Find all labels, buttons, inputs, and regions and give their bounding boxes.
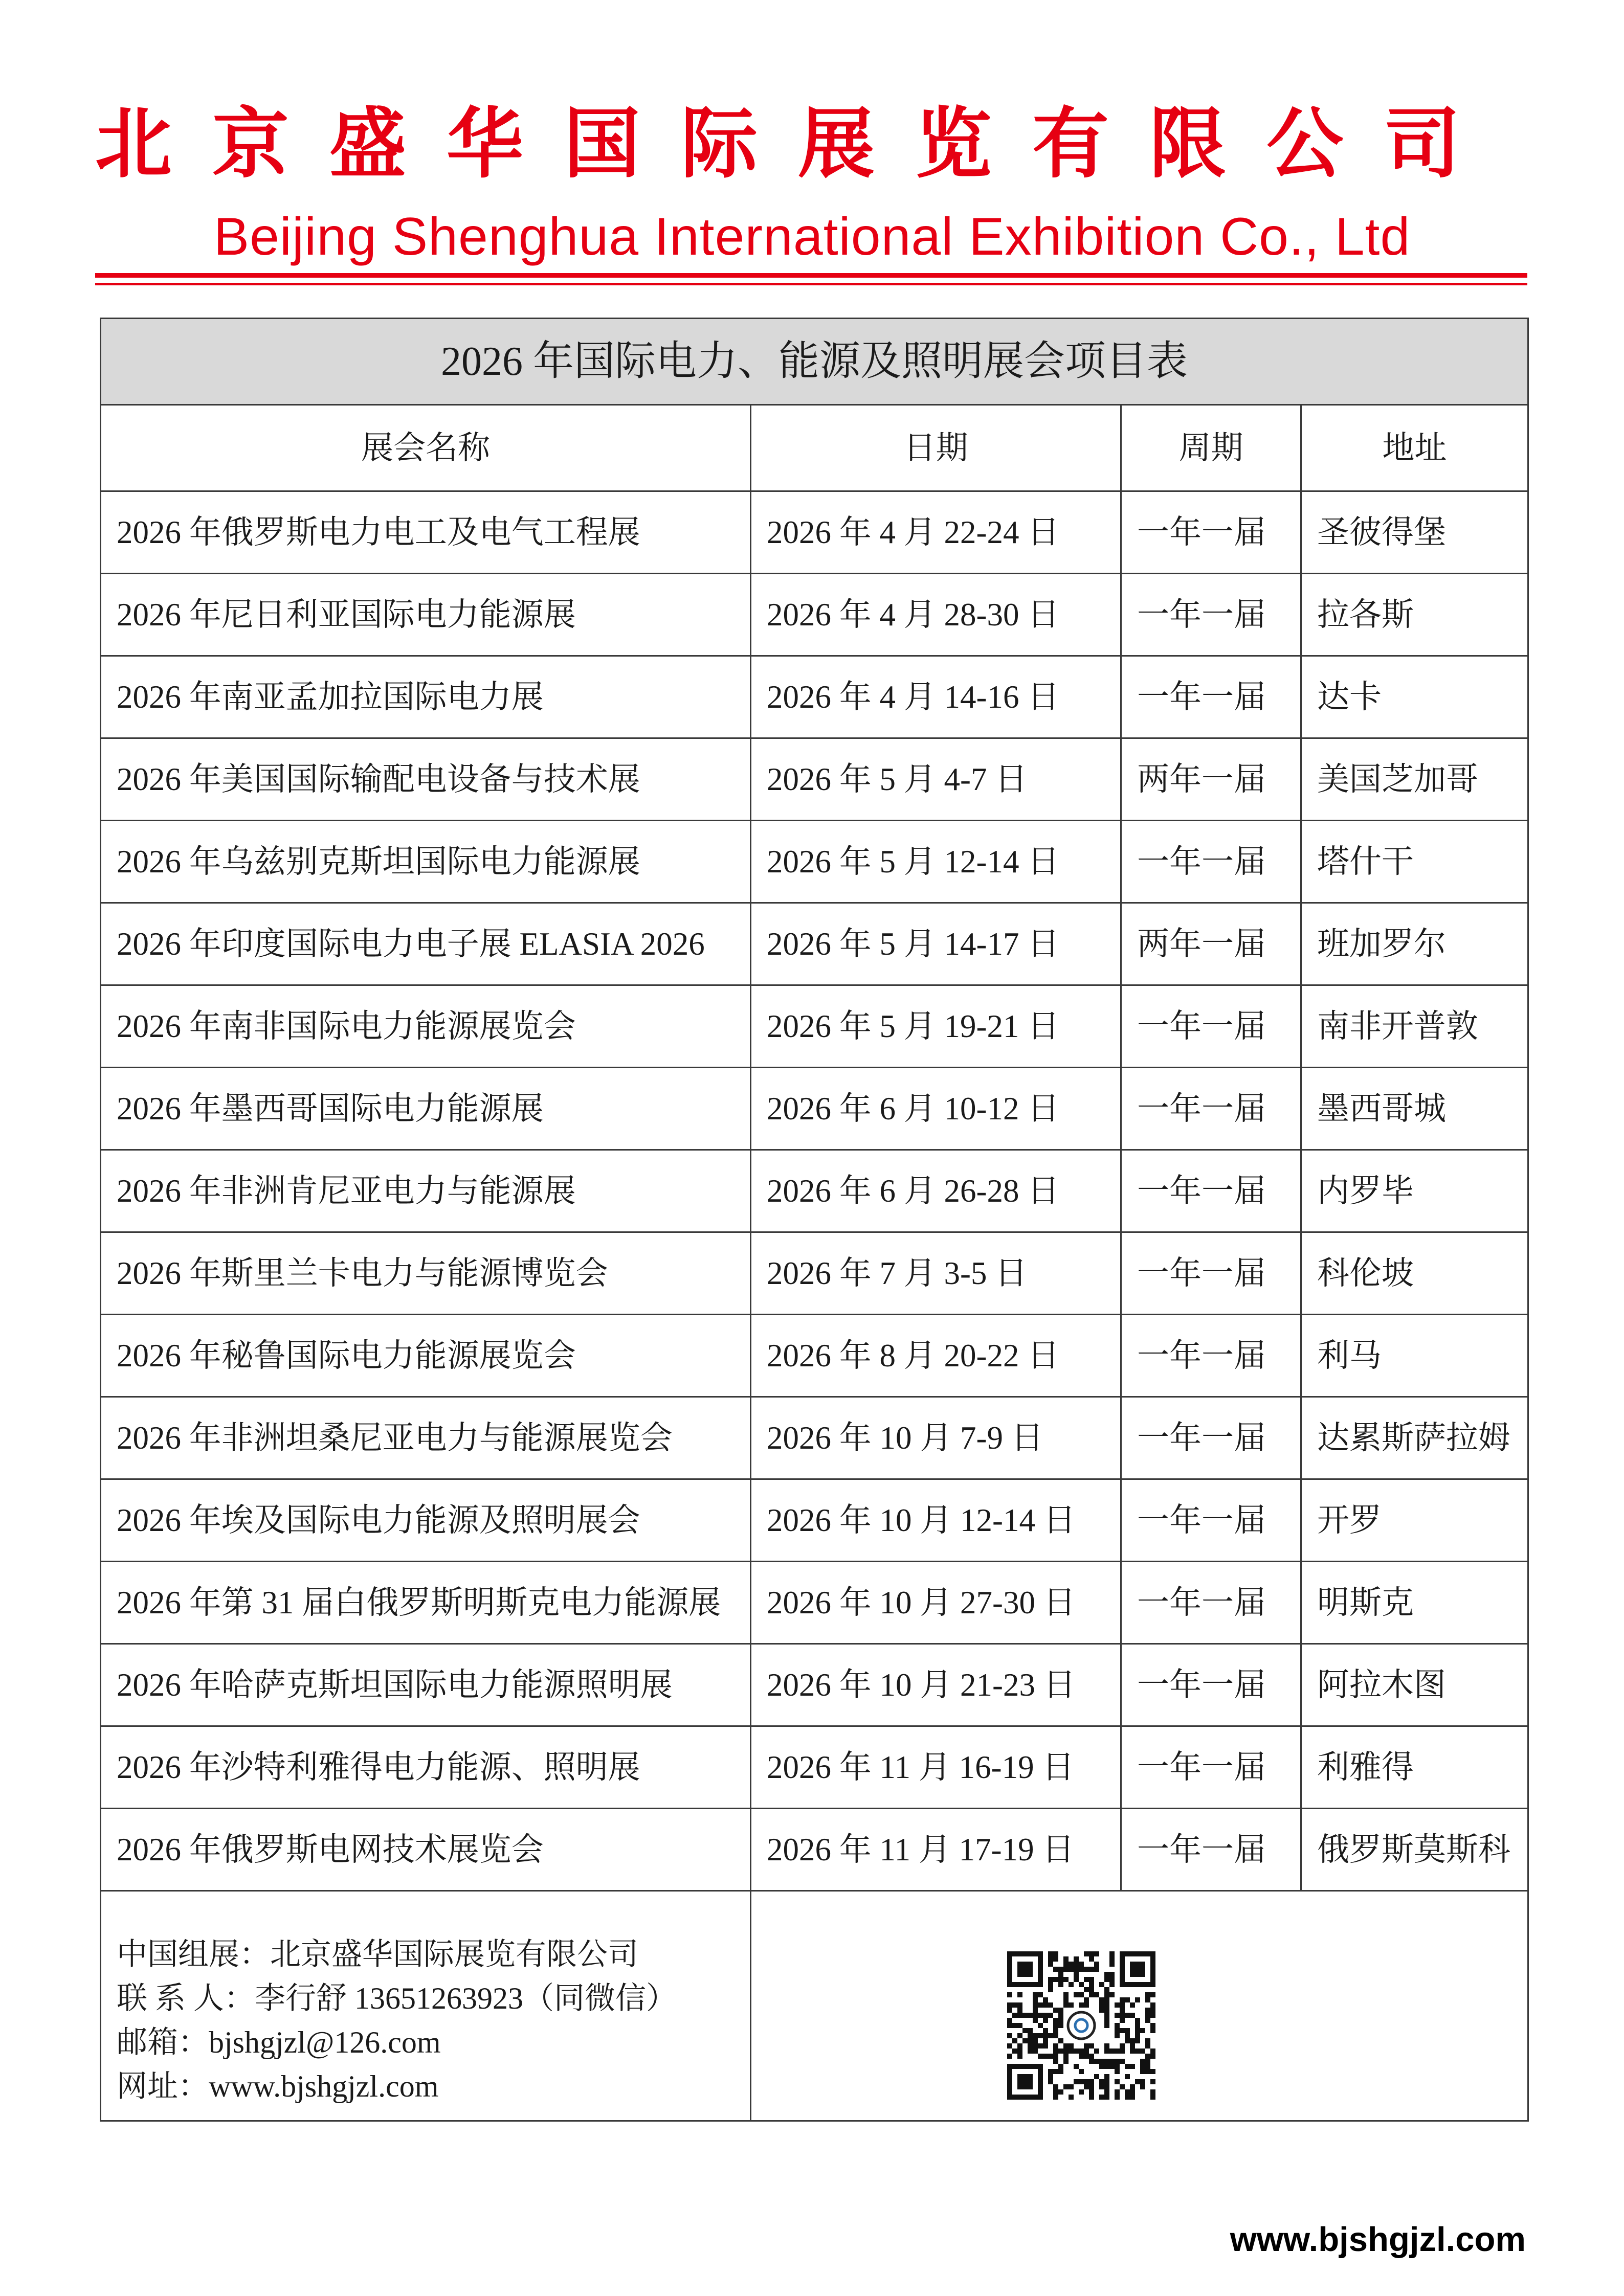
date-cell: 2026 年 4 月 14-16 日 xyxy=(751,656,1121,738)
column-header-location: 地址 xyxy=(1301,405,1528,491)
column-header-name: 展会名称 xyxy=(101,405,751,491)
table-row xyxy=(101,491,1528,574)
table-row xyxy=(101,1726,1528,1809)
cycle-cell: 一年一届 xyxy=(1121,1397,1301,1479)
exhibition-name-cell: 2026 年俄罗斯电网技术展览会 xyxy=(101,1809,751,1891)
table-row xyxy=(101,738,1528,821)
location-cell: 俄罗斯莫斯科 xyxy=(1301,1809,1528,1891)
column-header-cycle: 周期 xyxy=(1121,405,1301,491)
cycle-cell: 一年一届 xyxy=(1121,656,1301,738)
cycle-cell: 一年一届 xyxy=(1121,1232,1301,1315)
location-cell: 美国芝加哥 xyxy=(1301,738,1528,821)
cycle-cell: 一年一届 xyxy=(1121,1315,1301,1397)
table-title: 2026 年国际电力、能源及照明展会项目表 xyxy=(101,319,1528,405)
exhibition-name-cell: 2026 年哈萨克斯坦国际电力能源照明展 xyxy=(101,1644,751,1726)
location-cell: 内罗毕 xyxy=(1301,1150,1528,1232)
date-cell: 2026 年 8 月 20-22 日 xyxy=(751,1315,1121,1397)
exhibition-name-cell: 2026 年南非国际电力能源展览会 xyxy=(101,985,751,1068)
exhibition-name-cell: 2026 年尼日利亚国际电力能源展 xyxy=(101,574,751,656)
exhibition-name-cell: 2026 年斯里兰卡电力与能源博览会 xyxy=(101,1232,751,1315)
date-cell: 2026 年 5 月 12-14 日 xyxy=(751,821,1121,903)
exhibition-name-cell: 2026 年沙特利雅得电力能源、照明展 xyxy=(101,1726,751,1809)
table-row xyxy=(101,1068,1528,1150)
cycle-cell: 一年一届 xyxy=(1121,821,1301,903)
date-cell: 2026 年 4 月 22-24 日 xyxy=(751,491,1121,574)
header-divider-thick xyxy=(95,273,1527,278)
location-cell: 利雅得 xyxy=(1301,1726,1528,1809)
table-row xyxy=(101,1809,1528,1891)
location-cell: 达累斯萨拉姆 xyxy=(1301,1397,1528,1479)
location-cell: 科伦坡 xyxy=(1301,1232,1528,1315)
cycle-cell: 一年一届 xyxy=(1121,1809,1301,1891)
cycle-cell: 一年一届 xyxy=(1121,1150,1301,1232)
exhibition-name-cell: 2026 年非洲坦桑尼亚电力与能源展览会 xyxy=(101,1397,751,1479)
exhibition-name-cell: 2026 年非洲肯尼亚电力与能源展 xyxy=(101,1150,751,1232)
date-cell: 2026 年 7 月 3-5 日 xyxy=(751,1232,1121,1315)
column-header-date: 日期 xyxy=(751,405,1121,491)
location-cell: 拉各斯 xyxy=(1301,574,1528,656)
exhibition-schedule-table xyxy=(100,318,1529,2122)
location-cell: 达卡 xyxy=(1301,656,1528,738)
date-cell: 2026 年 10 月 21-23 日 xyxy=(751,1644,1121,1726)
location-cell: 塔什干 xyxy=(1301,821,1528,903)
location-cell: 墨西哥城 xyxy=(1301,1068,1528,1150)
table-row xyxy=(101,1315,1528,1397)
email-text: 邮箱：bjshgjzl@126.com xyxy=(117,2025,441,2059)
table-title-row xyxy=(101,319,1528,405)
date-cell: 2026 年 6 月 10-12 日 xyxy=(751,1068,1121,1150)
table-row xyxy=(101,1397,1528,1479)
contact-info xyxy=(101,1891,751,2121)
qr-code-icon xyxy=(1007,1951,1155,2100)
company-name-chinese: 北京盛华国际展览有限公司 xyxy=(95,100,1501,189)
exhibition-name-cell: 2026 年美国国际输配电设备与技术展 xyxy=(101,738,751,821)
date-cell: 2026 年 10 月 27-30 日 xyxy=(751,1562,1121,1644)
table-row xyxy=(101,656,1528,738)
table-row xyxy=(101,985,1528,1068)
table-row xyxy=(101,1479,1528,1562)
company-name-english: Beijing Shenghua International Exhibition Co., Ltd xyxy=(213,207,1411,266)
qr-code-cell xyxy=(751,1891,1528,2121)
exhibition-name-cell: 2026 年埃及国际电力能源及照明展会 xyxy=(101,1479,751,1562)
date-cell: 2026 年 5 月 19-21 日 xyxy=(751,985,1121,1068)
footer-website-url: www.bjshgjzl.com xyxy=(1230,2220,1526,2259)
location-cell: 班加罗尔 xyxy=(1301,903,1528,985)
table-row xyxy=(101,1150,1528,1232)
cycle-cell: 一年一届 xyxy=(1121,491,1301,574)
cycle-cell: 一年一届 xyxy=(1121,1726,1301,1809)
cycle-cell: 一年一届 xyxy=(1121,1644,1301,1726)
table-row xyxy=(101,821,1528,903)
date-cell: 2026 年 4 月 28-30 日 xyxy=(751,574,1121,656)
cycle-cell: 一年一届 xyxy=(1121,574,1301,656)
date-cell: 2026 年 5 月 14-17 日 xyxy=(751,903,1121,985)
exhibition-name-cell: 2026 年第 31 届白俄罗斯明斯克电力能源展 xyxy=(101,1562,751,1644)
contact-person-text: 联 系 人：李行舒 13651263923（同微信） xyxy=(117,1982,677,2015)
location-cell: 利马 xyxy=(1301,1315,1528,1397)
table-row xyxy=(101,574,1528,656)
table-body xyxy=(101,491,1528,1891)
contact-row xyxy=(101,1891,1528,2121)
cycle-cell: 一年一届 xyxy=(1121,1479,1301,1562)
cycle-cell: 一年一届 xyxy=(1121,1068,1301,1150)
exhibition-name-cell: 2026 年秘鲁国际电力能源展览会 xyxy=(101,1315,751,1397)
date-cell: 2026 年 11 月 16-19 日 xyxy=(751,1726,1121,1809)
location-cell: 南非开普敦 xyxy=(1301,985,1528,1068)
organizer-text: 中国组展：北京盛华国际展览有限公司 xyxy=(117,1938,638,1971)
table-header-row xyxy=(101,405,1528,491)
date-cell: 2026 年 10 月 7-9 日 xyxy=(751,1397,1121,1479)
cycle-cell: 两年一届 xyxy=(1121,738,1301,821)
website-text: 网址：www.bjshgjzl.com xyxy=(117,2069,439,2103)
date-cell: 2026 年 10 月 12-14 日 xyxy=(751,1479,1121,1562)
exhibition-name-cell: 2026 年印度国际电力电子展 ELASIA 2026 xyxy=(101,903,751,985)
table-row xyxy=(101,903,1528,985)
table-row xyxy=(101,1562,1528,1644)
location-cell: 开罗 xyxy=(1301,1479,1528,1562)
location-cell: 阿拉木图 xyxy=(1301,1644,1528,1726)
table-row xyxy=(101,1644,1528,1726)
cycle-cell: 一年一届 xyxy=(1121,985,1301,1068)
location-cell: 圣彼得堡 xyxy=(1301,491,1528,574)
exhibition-name-cell: 2026 年南亚孟加拉国际电力展 xyxy=(101,656,751,738)
exhibition-name-cell: 2026 年俄罗斯电力电工及电气工程展 xyxy=(101,491,751,574)
exhibition-name-cell: 2026 年乌兹别克斯坦国际电力能源展 xyxy=(101,821,751,903)
header-divider-thin xyxy=(95,283,1527,285)
location-cell: 明斯克 xyxy=(1301,1562,1528,1644)
date-cell: 2026 年 11 月 17-19 日 xyxy=(751,1809,1121,1891)
date-cell: 2026 年 5 月 4-7 日 xyxy=(751,738,1121,821)
cycle-cell: 两年一届 xyxy=(1121,903,1301,985)
exhibition-name-cell: 2026 年墨西哥国际电力能源展 xyxy=(101,1068,751,1150)
cycle-cell: 一年一届 xyxy=(1121,1562,1301,1644)
date-cell: 2026 年 6 月 26-28 日 xyxy=(751,1150,1121,1232)
table-row xyxy=(101,1232,1528,1315)
